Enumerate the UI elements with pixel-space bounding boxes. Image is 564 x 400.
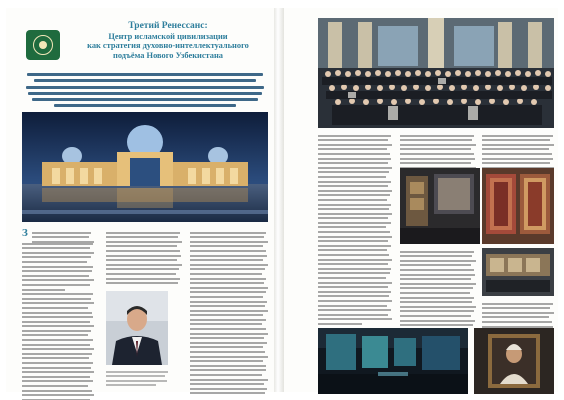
portrait-caption [106, 368, 168, 386]
article-title [68, 22, 268, 60]
center-logo-icon [26, 30, 60, 60]
exhibit-hall-photo [400, 168, 480, 244]
article-title-line-1: Третий Ренессанс: [128, 21, 208, 31]
article-title-line-3: как стратегия духовно-интеллектуального [87, 41, 249, 50]
museum-corridor-photo [318, 328, 468, 394]
dropcap-letter: З [22, 227, 28, 239]
left-column-2 [106, 229, 182, 284]
group-photo [318, 18, 554, 128]
right-column-2-lower [400, 248, 476, 331]
right-page [284, 8, 558, 392]
right-column-1 [318, 132, 392, 325]
carpet-exhibit-photo [482, 168, 554, 244]
manuscript-exhibit-photo [482, 248, 554, 296]
left-column-3 [190, 229, 268, 394]
lead-paragraph [22, 70, 268, 108]
article-title-line-4: подъёма Нового Узбекистана [113, 50, 223, 60]
left-column-1-body [22, 240, 94, 400]
article-title-line-2: Центр исламской цивилизации [108, 31, 228, 41]
left-page [6, 8, 274, 392]
portrait-painting-photo [474, 328, 554, 394]
spread-gutter [274, 8, 284, 392]
president-portrait-photo [106, 291, 168, 365]
night-building-photo [22, 112, 268, 222]
